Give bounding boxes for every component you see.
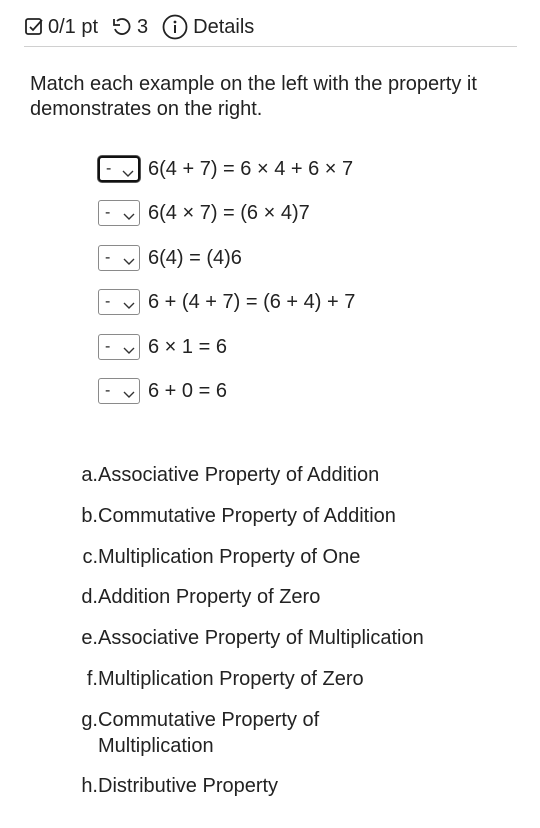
option-letter: a. xyxy=(81,464,98,486)
example-expression: 6 × 1 = 6 xyxy=(148,335,227,358)
question-prompt: Match each example on the left with the property it demonstrates on the right. xyxy=(30,73,477,120)
retry-icon[interactable] xyxy=(111,16,133,38)
info-icon[interactable] xyxy=(162,14,188,40)
select-value: - xyxy=(105,249,111,266)
chevron-down-icon xyxy=(123,386,135,404)
question-header xyxy=(24,8,517,47)
option-text: Associative Property of Multiplication xyxy=(98,627,424,649)
option-letter: c. xyxy=(82,546,98,568)
option-letter: g. xyxy=(81,709,98,731)
match-row xyxy=(98,243,242,273)
chevron-down-icon xyxy=(123,253,135,271)
match-row xyxy=(98,332,227,362)
answer-select[interactable] xyxy=(98,378,140,404)
details-link[interactable]: Details xyxy=(193,15,255,38)
option-letter: b. xyxy=(81,505,98,527)
match-row xyxy=(98,154,353,184)
select-value: - xyxy=(105,204,111,221)
example-expression: 6 + (4 + 7) = (6 + 4) + 7 xyxy=(148,290,356,313)
option-item xyxy=(74,544,508,570)
answer-select[interactable] xyxy=(98,156,140,182)
answer-select[interactable] xyxy=(98,289,140,315)
match-row xyxy=(98,376,227,406)
option-item xyxy=(74,773,508,799)
option-item xyxy=(74,625,508,651)
checkbox-icon xyxy=(24,17,44,37)
select-value: - xyxy=(105,338,111,355)
option-letter: f. xyxy=(86,668,98,690)
match-row xyxy=(98,287,355,317)
attempts-count: 3 xyxy=(137,15,149,38)
select-value: - xyxy=(105,382,111,399)
option-letter: e. xyxy=(81,627,98,649)
match-row xyxy=(98,198,310,228)
answer-select[interactable] xyxy=(98,245,140,271)
option-text: Multiplication Property of Zero xyxy=(98,668,364,690)
option-text: Commutative Property of Addition xyxy=(98,505,396,527)
chevron-down-icon xyxy=(123,342,135,360)
score-text: 0/1 pt xyxy=(48,15,99,38)
option-text: Addition Property of Zero xyxy=(98,586,321,608)
option-letter: d. xyxy=(81,586,98,608)
option-text: Multiplication Property of One xyxy=(98,546,361,568)
option-item xyxy=(74,707,348,759)
option-text: Commutative Property of Multiplication xyxy=(98,709,320,757)
chevron-down-icon xyxy=(123,297,135,315)
example-expression: 6(4 + 7) = 6 × 4 + 6 × 7 xyxy=(148,157,354,180)
select-value: - xyxy=(105,293,111,310)
option-item xyxy=(74,503,508,529)
option-letter: h. xyxy=(81,775,98,797)
option-item xyxy=(74,462,508,488)
example-expression: 6(4 × 7) = (6 × 4)7 xyxy=(148,201,310,224)
answer-select[interactable] xyxy=(98,200,140,226)
option-text: Distributive Property xyxy=(98,775,279,797)
option-text: Associative Property of Addition xyxy=(98,464,380,486)
option-item xyxy=(74,584,508,610)
example-expression: 6(4) = (4)6 xyxy=(148,246,242,269)
option-item xyxy=(74,666,508,692)
answer-select[interactable] xyxy=(98,334,140,360)
select-value: - xyxy=(106,160,112,177)
example-expression: 6 + 0 = 6 xyxy=(148,379,227,402)
chevron-down-icon xyxy=(123,208,135,226)
chevron-down-icon xyxy=(122,165,134,183)
